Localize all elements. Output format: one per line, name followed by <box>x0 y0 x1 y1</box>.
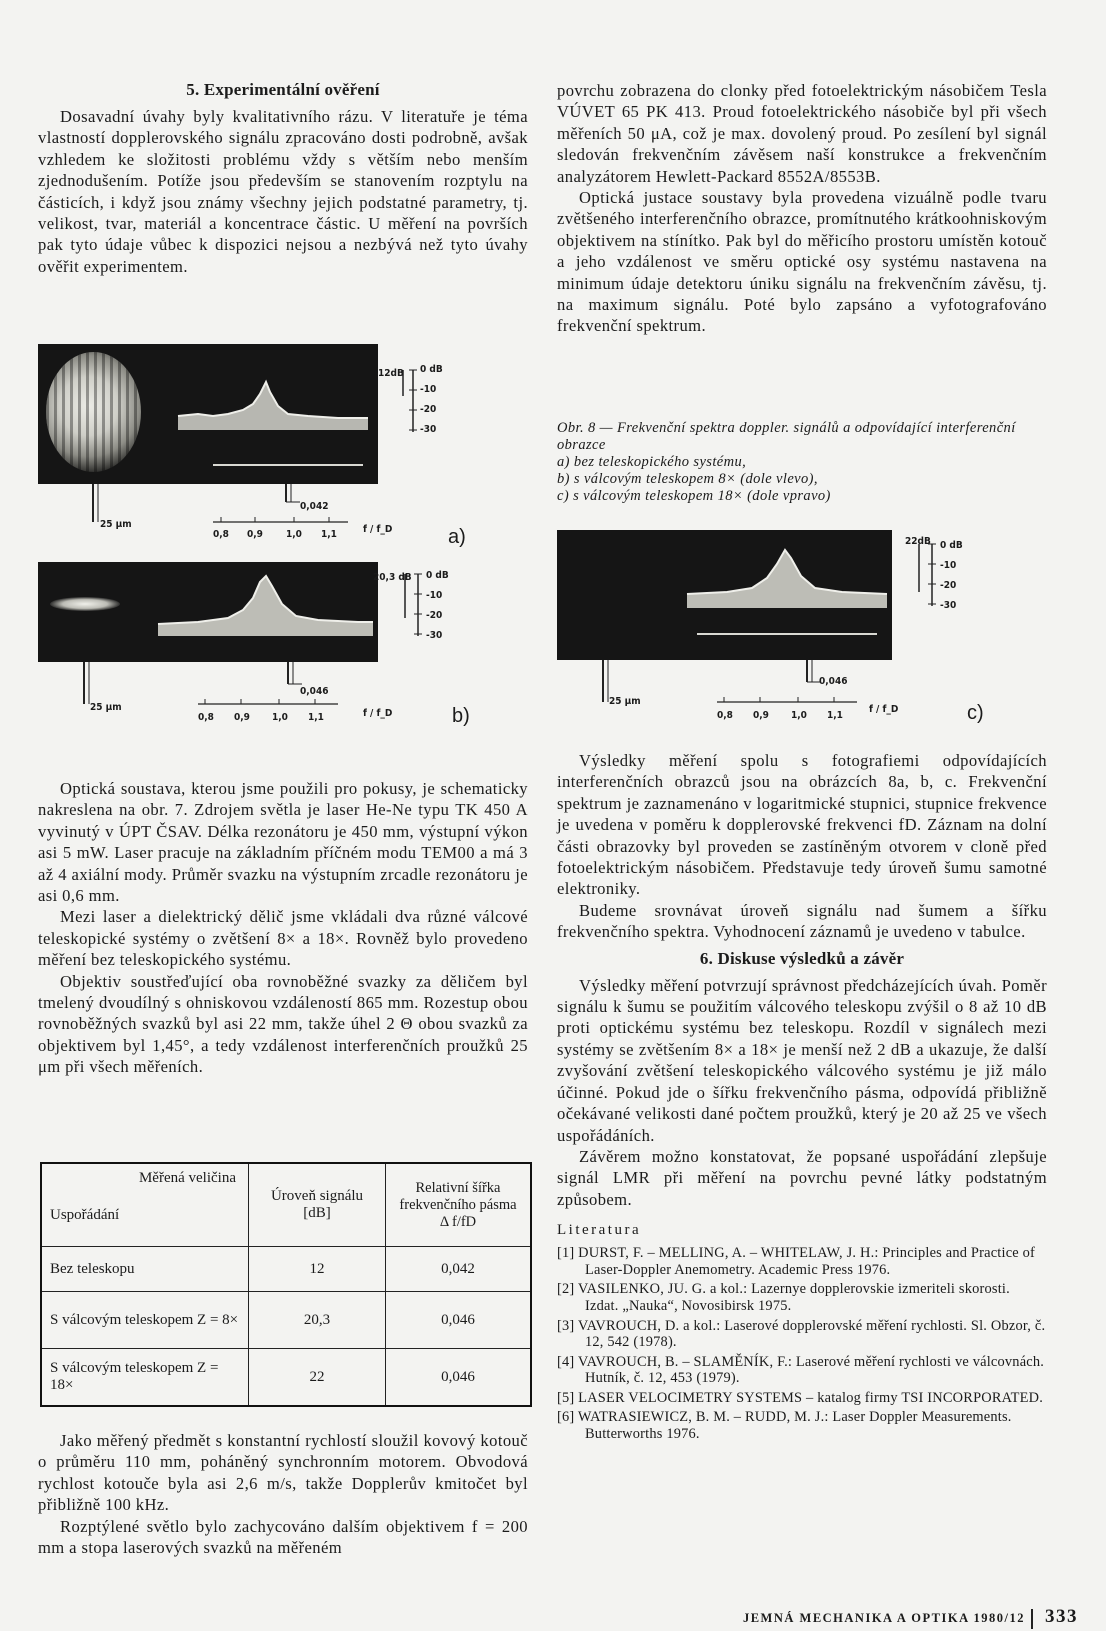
figure-a-freq-tick-1: 0,9 <box>247 529 263 540</box>
caption-title: Obr. 8 — Frekvenční spektra doppler. signálů a odpovídající interferenční obrazce <box>557 420 1016 453</box>
figure-caption <box>557 420 1047 505</box>
figure-b-db-scale <box>383 570 503 670</box>
figure-b-freq-axis: f / f_D <box>363 708 393 719</box>
reference-item: [2] VASILENKO, JU. G. a kol.: Lazernye dopplerovskie izmeriteli skorosti. Izdat. „Nauka“, Novosibirsk 1975. <box>557 1281 1010 1314</box>
figure-a-spectrum <box>38 344 378 484</box>
section-6-paragraph-1: Výsledky měření potvrzují správnost předcházejících úvah. Poměr signálu k šumu se použitím válcového teleskopu zvýšil o 8 až 10 dB proti optickému systému bez teleskopu. Rozdíl v signálech mezi systémy se zvětšením 8× a 18× je menší než 2 dB a ukazuje, že další zvyšování zvětšení teleskopického válcového systému je již málo účinné. Pokud jde o šířku frekvenčního pásma, odpovídá přibližně očekávané velikosti dané počtem proužků, který je 20 až 25 ve všech uspořádáních. <box>557 975 1047 1145</box>
section-5-heading: 5. Experimentální ověření <box>186 80 380 99</box>
table-row <box>41 1247 531 1292</box>
caption-c: c) s válcovým teleskopem 18× (dole vpravo) <box>557 488 831 504</box>
left-paragraph-1: Optická soustava, kterou jsme použili pro pokusy, je schematicky nakreslena na obr. 7. Zdrojem světla je laser He-Ne typu TK 450 A vyvinutý v ÚPT ČSAV. Délka rezonátoru je 450 mm, výstupní výkon asi 5 mW. Laser pracuje na základním příčném modu TEM00 a má 3 až 4 axiální mody. Průměr svazku na výstupním zrcadle rezonátoru je asi 0,6 mm. <box>38 779 528 906</box>
figure-a-db-tick-2: -20 <box>420 404 437 415</box>
table-header-arrangement: Uspořádání <box>50 1207 120 1223</box>
figure-b-db-ref: 20,3 dB <box>373 572 412 583</box>
figure-a <box>38 344 528 554</box>
figure-a-photo <box>38 344 378 484</box>
figure-c-db-scale <box>897 540 1017 650</box>
table-row <box>41 1292 531 1349</box>
left-paragraph-3: Objektiv soustřeďující oba rovnoběžné svazky za děličem byl tmelený dvoudílný s ohniskovou vzdáleností 865 mm. Rozestup obou rovnoběžných svazků byl asi 22 mm, takže úhel 2 Θ obou svazků za objektivem byl 1,45°, a tedy vzdálenost interferenčních proužků 25 μm při všech měřeních. <box>38 971 528 1077</box>
figure-b-fringe-label: 25 μm <box>90 702 122 713</box>
right-column-top <box>557 80 1047 337</box>
figure-a-fringe-label: 25 μm <box>100 519 132 530</box>
table-cell-arrangement: Bez teleskopu <box>41 1247 249 1292</box>
figure-b-width-label: 0,046 <box>300 686 329 697</box>
page-footer <box>743 1606 1078 1629</box>
figure-a-db-tick-1: -10 <box>420 384 437 395</box>
literature-heading: Literatura <box>557 1222 642 1239</box>
table-cell-arrangement: S válcovým teleskopem Z = 18× <box>41 1349 249 1407</box>
section-5-intro: Dosavadní úvahy byly kvalitativního rázu. V literatuře je téma vlastností dopplerovského signálu zpracováno dosti podrobně, avšak vzhledem ke složitosti problému vždy s větším nebo menším zjednodušením. Potíže jsou především se stanovením rozptylu na částicích, i když jsou známy všechny jejich podstatné parametry, tj. velikost, tvar, materiál a koncentrace částic. U měření na površích pak tyto údaje vůbec k dispozici nejsou a nezbývá než tyto úvahy ověřit experimentem. <box>38 107 528 276</box>
table-cell-width: 0,046 <box>386 1349 532 1407</box>
right-paragraph-1: povrchu zobrazena do clonky před fotoelektrickým násobičem Tesla VÚVET 65 PK 413. Proud fotoelektrického násobiče byl při všech měřeních 50 μA, což je max. dovolený proud. Po zesílení byl signál sledován frekvenčním závěsem naší konstrukce a frekvenčním analyzátorem Hewlett-Packard 8552A/8553B. <box>557 81 1047 186</box>
figure-c-label: c) <box>967 702 984 724</box>
figure-b-freq-tick-3: 1,1 <box>308 712 324 723</box>
figure-c-db-tick-3: -30 <box>940 600 957 611</box>
figure-a-width-label: 0,042 <box>300 501 329 512</box>
right-column-body <box>557 750 1047 1446</box>
left-column-bottom <box>38 1430 528 1558</box>
figure-b <box>38 562 528 762</box>
figure-b-freq-tick-2: 1,0 <box>272 712 288 723</box>
figure-a-db-tick-3: -30 <box>420 424 437 435</box>
figure-c-db-tick-2: -20 <box>940 580 957 591</box>
left-column <box>38 80 528 277</box>
results-table <box>40 1162 532 1407</box>
figure-b-db-tick-2: -20 <box>426 610 443 621</box>
figure-a-db-tick-0: 0 dB <box>420 364 443 375</box>
table-cell-level: 22 <box>249 1349 386 1407</box>
table-cell-width: 0,046 <box>386 1292 532 1349</box>
figure-c-spectrum <box>557 530 892 660</box>
right-paragraph-4: Budeme srovnávat úroveň signálu nad šumem a šířku frekvenčního spektra. Vyhodnocení záznamů je uvedeno v tabulce. <box>557 900 1047 942</box>
section-6-heading: 6. Diskuse výsledků a závěr <box>699 948 905 968</box>
table-cell-arrangement: S válcovým teleskopem Z = 8× <box>41 1292 249 1349</box>
journal-name: JEMNÁ MECHANIKA A OPTIKA 1980/12 <box>742 1611 1025 1625</box>
figure-c-db-tick-1: -10 <box>940 560 957 571</box>
table-header-diagonal-cell <box>41 1163 249 1247</box>
table-header-measured: Měřená veličina <box>138 1170 236 1186</box>
left-paragraph-2: Mezi laser a dielektrický dělič jsme vkládali dva různé válcové teleskopické systémy o zvětšení 8× a 18×. Rovněž bylo provedeno měření bez teleskopického systému. <box>38 907 528 970</box>
caption-b: b) s válcovým teleskopem 8× (dole vlevo), <box>557 471 818 487</box>
figure-b-freq-tick-0: 0,8 <box>198 712 214 723</box>
table-header-width: Relativní šířka frekvenčního pásma Δ f/fD <box>386 1163 532 1247</box>
figure-c-noise-line <box>697 633 877 635</box>
footer-divider <box>1031 1609 1033 1629</box>
figure-c-fringe-label: 25 μm <box>609 696 641 707</box>
left-column-body <box>38 778 528 1078</box>
table-cell-level: 20,3 <box>249 1292 386 1349</box>
right-paragraph-2: Optická justace soustavy byla provedena vizuálně podle tvaru zvětšeného interferenčního obrazce, promítnutého krátkoohniskovým objektivem na stínítko. Pak byl do měřicího prostoru umístěn kotouč a jeho vzdálenost ve směru optické osy systému nastavena na minimum údaje detektoru úniku signálu na frekvenčním závěsu, tj. na maximum signálu. Poté bylo zapsáno a vyfotografováno frekvenční spektrum. <box>557 188 1047 336</box>
figure-a-freq-tick-2: 1,0 <box>286 529 302 540</box>
reference-item: [5] LASER VELOCIMETRY SYSTEMS – katalog firmy TSI INCORPORATED. <box>557 1389 1044 1406</box>
right-paragraph-3: Výsledky měření spolu s fotografiemi odpovídajících interferenčních obrazců jsou na obrázcích 8a, b, c. Frekvenční spektrum je zaznamenáno v logaritmické stupnici, stupnice frekvence je uvedena v poměru k dopplerovské frekvenci fD. Záznam na dolní části obrazovky byl proveden se zastíněným otvorem v cloně před fotoelektrickým násobičem. Představuje tedy úroveň šumu samotné elektroniky. <box>557 751 1047 899</box>
figure-c-photo <box>557 530 892 660</box>
page-number: 333 <box>1045 1606 1078 1627</box>
figure-c-width-label: 0,046 <box>819 676 848 687</box>
figure-b-db-tick-3: -30 <box>426 630 443 641</box>
table-row <box>41 1349 531 1407</box>
table-cell-level: 12 <box>249 1247 386 1292</box>
table-header-row <box>41 1163 531 1247</box>
left-bottom-paragraph-1: Jako měřený předmět s konstantní rychlostí sloužil kovový kotouč o průměru 110 mm, poháněný synchronním motorem. Obvodová rychlost kotouče byla asi 2,6 m/s, takže Dopplerův kmitočet byl přibližně 100 kHz. <box>38 1431 528 1515</box>
figure-c-db-tick-0: 0 dB <box>940 540 963 551</box>
figure-a-label: a) <box>448 526 466 548</box>
figure-c-db-ref: 22dB <box>905 536 931 547</box>
figure-c-freq-tick-2: 1,0 <box>791 710 807 721</box>
figure-b-label: b) <box>452 705 470 727</box>
caption-a: a) bez teleskopického systému, <box>557 454 747 470</box>
figure-b-freq-tick-1: 0,9 <box>234 712 250 723</box>
figure-b-spectrum <box>38 562 378 662</box>
figure-b-db-tick-0: 0 dB <box>426 570 449 581</box>
figure-c-freq-tick-3: 1,1 <box>827 710 843 721</box>
figure-c-freq-tick-0: 0,8 <box>717 710 733 721</box>
table-header-level: Úroveň signálu [dB] <box>249 1163 386 1247</box>
figure-b-photo <box>38 562 378 662</box>
left-bottom-paragraph-2: Rozptýlené světlo bylo zachycováno dalším objektivem f = 200 mm a stopa laserových svazků na měřeném <box>38 1516 528 1558</box>
figure-a-freq-axis: f / f_D <box>363 524 393 535</box>
figure-a-db-ref: 12dB <box>378 368 404 379</box>
figure-a-freq-tick-3: 1,1 <box>321 529 337 540</box>
figure-c <box>557 530 1077 730</box>
reference-item: [3] VAVROUCH, D. a kol.: Laserové dopplerovské měření rychlosti. Sl. Obzor, č. 12, 542 (1978). <box>557 1317 1046 1351</box>
table-cell-width: 0,042 <box>386 1247 532 1292</box>
reference-list <box>557 1245 1047 1443</box>
figure-a-noise-line <box>213 464 363 466</box>
figure-c-freq-tick-1: 0,9 <box>753 710 769 721</box>
figure-b-db-tick-1: -10 <box>426 590 443 601</box>
reference-item: [4] VAVROUCH, B. – SLAMĚNÍK, F.: Laserové měření rychlosti ve válcovnách. Hutník, č. 12, 453 (1979). <box>557 1353 1045 1387</box>
reference-item: [1] DURST, F. – MELLING, A. – WHITELAW, J. H.: Principles and Practice of Laser-Doppler Anemometry. Academic Press 1976. <box>557 1245 1036 1278</box>
reference-item: [6] WATRASIEWICZ, B. M. – RUDD, M. J.: Laser Doppler Measurements. Butterworths 1976. <box>557 1409 1012 1443</box>
section-6-paragraph-2: Závěrem možno konstatovat, že popsané uspořádání zlepšuje signál LMR při měření na povrchu pevné látky podstatným způsobem. <box>557 1146 1047 1209</box>
figure-c-freq-axis: f / f_D <box>869 704 899 715</box>
figure-a-freq-tick-0: 0,8 <box>213 529 229 540</box>
